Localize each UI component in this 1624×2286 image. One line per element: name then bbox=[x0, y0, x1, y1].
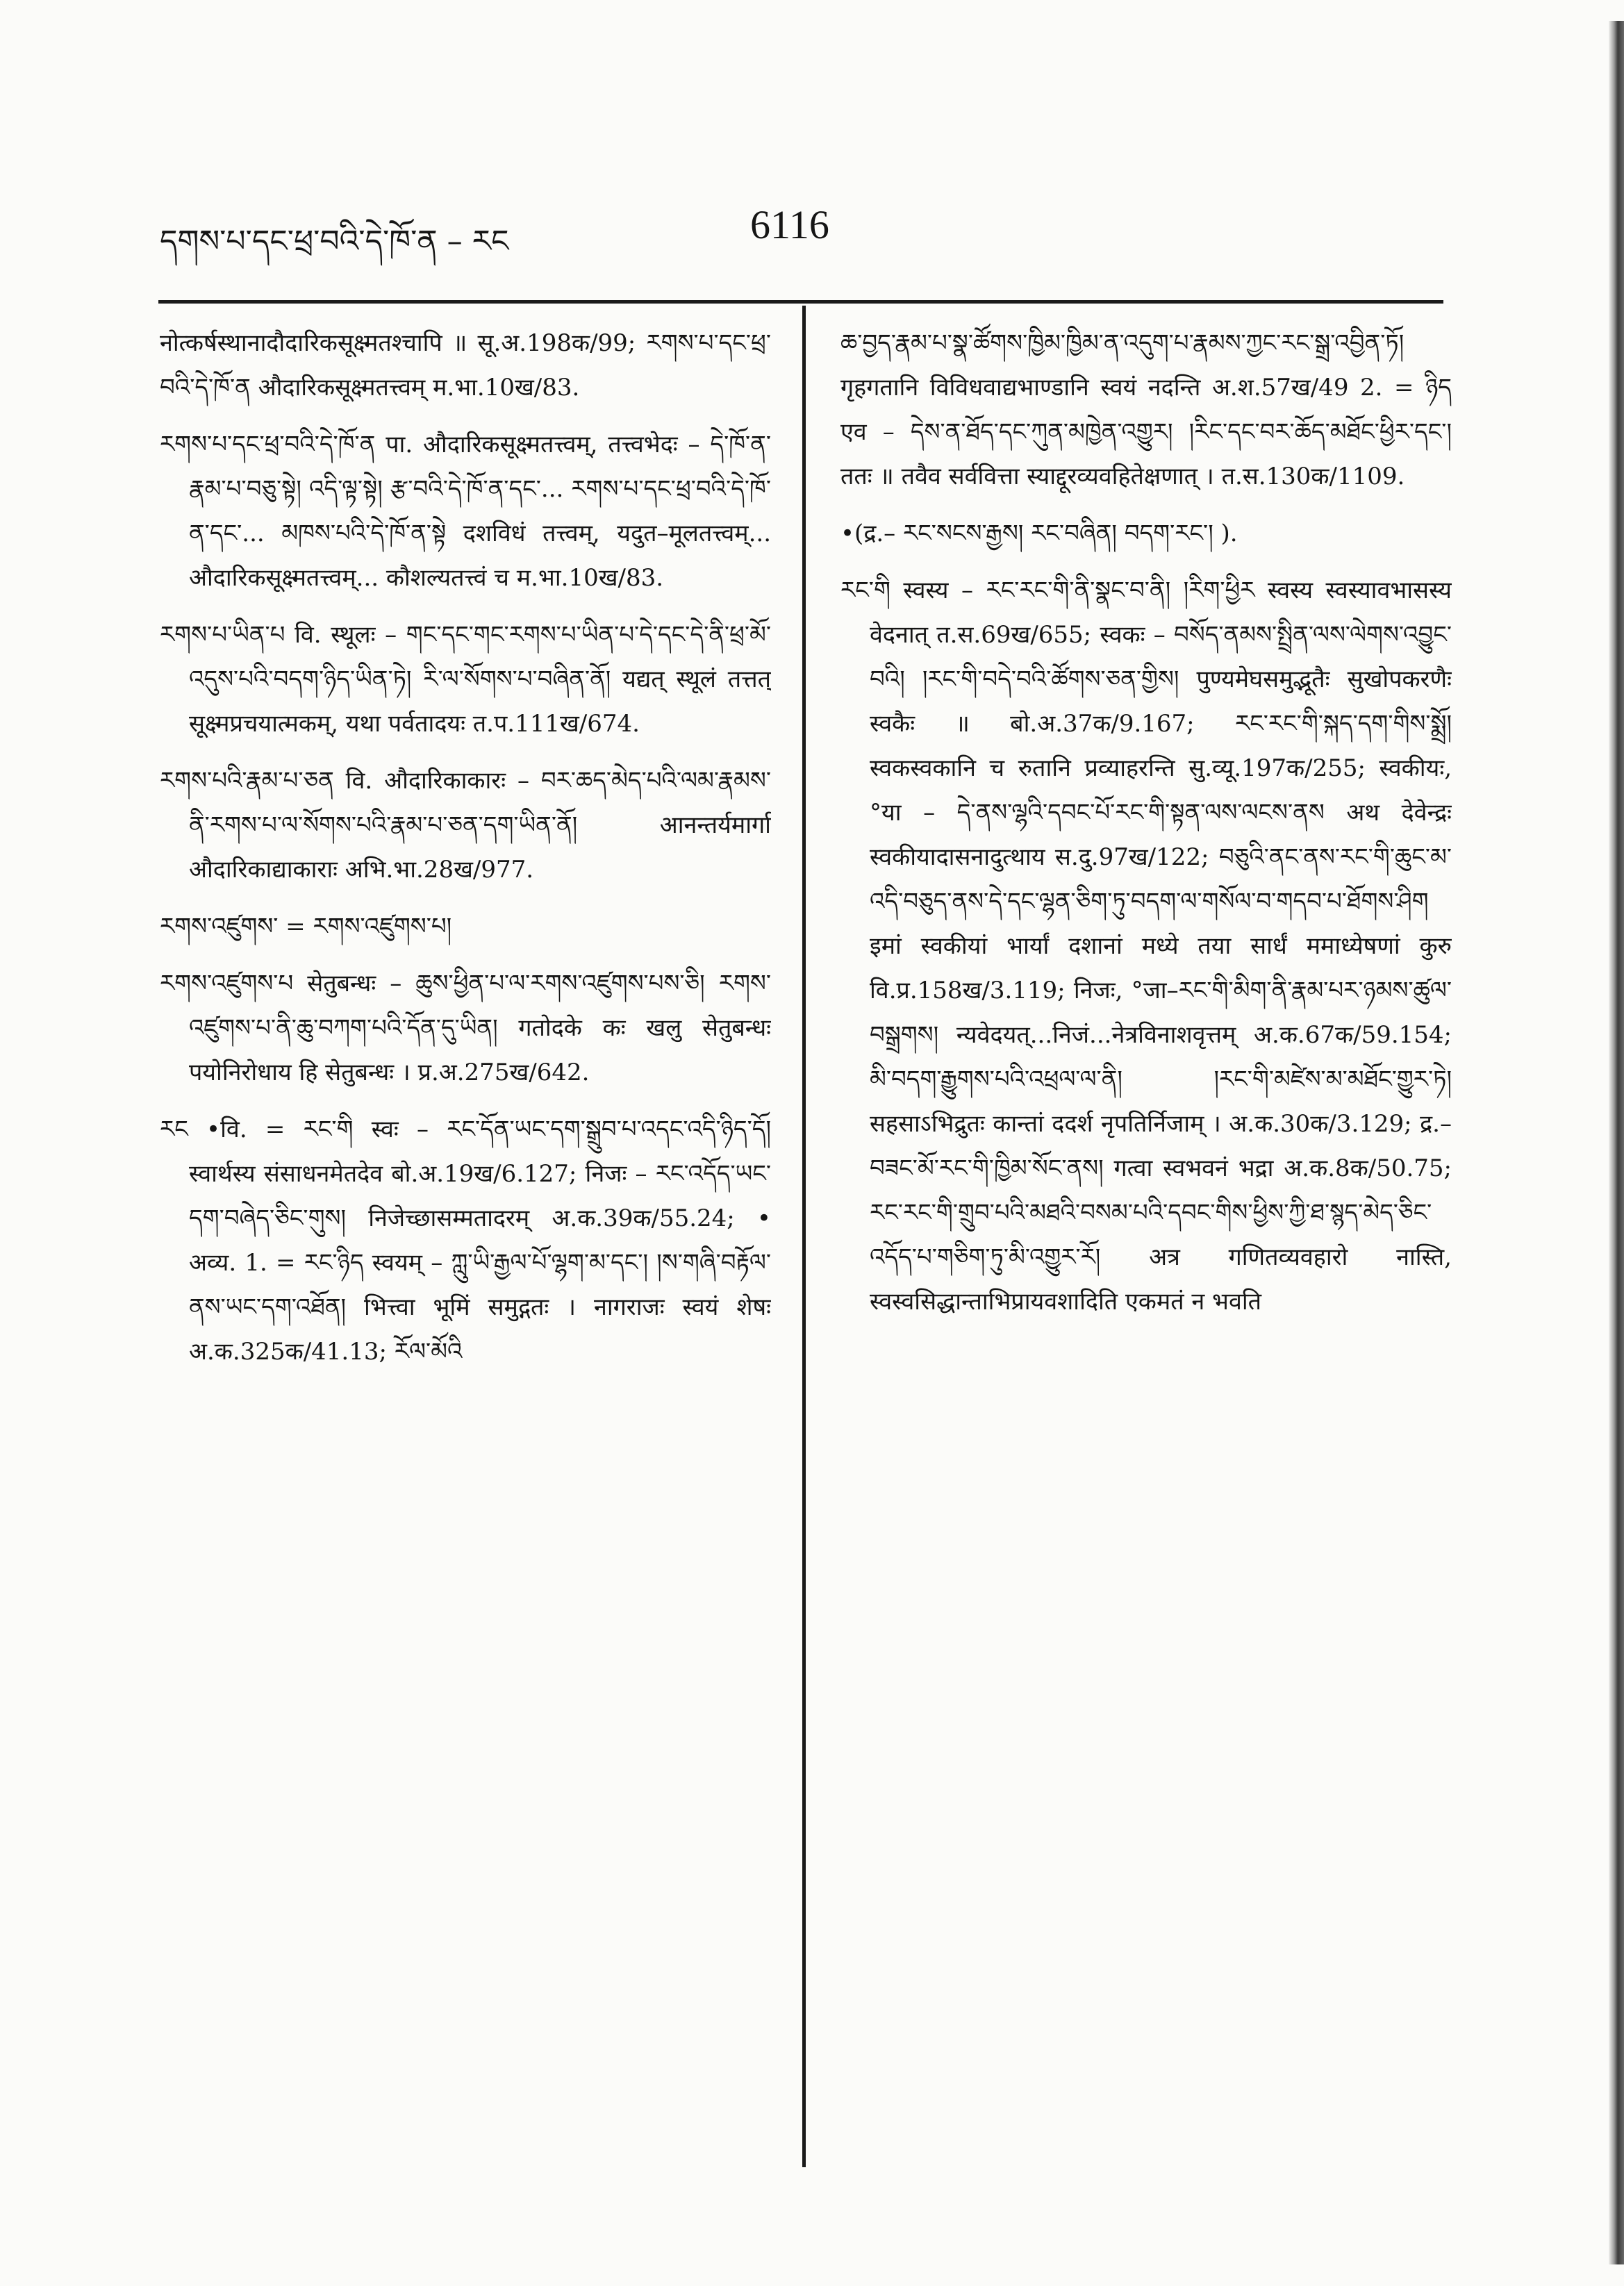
dictionary-entry: རང •वि. = རང་གི स्वः – རང་དོན་ཡང་དག་སྒྲུབ་པ་འདང་འདི་ཉིད་དོ། स्वार्थस्य संसाधनमेतदेव बो.अ.19ख/6.127; निजः – རང་འདོད་ཡང་དག་བཞེད་ཅིང་གུས། निजेच्छासम्मतादरम् अ.क.39क/55.24; • अव्य. 1. = རང་ཉིད स्वयम् – ཀླུ་ཡི་རྒྱལ་པོ་ལྷག་མ་དང་། །ས་གཞི་བརྟོལ་ནས་ཡང་དག་འཐོན། भित्त्वा भूमिं समुद्गतः । नागराजः स्वयं शेषः अ.क.325क/41.13; རོལ་མོའི bbox=[160, 1116, 771, 1366]
dictionary-entry: རགས་འཛུགས་ = རགས་འཛུགས་པ། bbox=[160, 913, 452, 941]
scan-edge-shadow bbox=[1609, 21, 1624, 2264]
dictionary-entry: རགས་འཛུགས་པ सेतुबन्धः – ཆུས་ཕྱིན་པ་ལ་རགས་འཛུགས་པས་ཅི། རགས་འཛུགས་པ་ནི་ཆུ་བཀག་པའི་དོན་དུ་ཡིན། गतोदके कः खलु सेतुबन्धः पयोनिरोधाय हि सेतुबन्धः । प्र.अ.275ख/642. bbox=[160, 970, 771, 1086]
page-header bbox=[160, 201, 1452, 257]
dictionary-entry: རགས་པའི་རྣམ་པ་ཅན वि. औदारिकाकारः – བར་ཆད་མེད་པའི་ལམ་རྣམས་ནི་རགས་པ་ལ་སོགས་པའི་རྣམ་པ་ཅན་དག་ཡིན་ནོ། आनन्तर्यमार्गा औदारिकाद्याकाराः अभि.भा.28ख/977. bbox=[160, 767, 771, 884]
dictionary-entry: •(द्र.– རང་སངས་རྒྱས། རང་བཞིན། བདག་རང་། ). bbox=[840, 520, 1238, 547]
header-rule bbox=[158, 300, 1443, 304]
dictionary-entry: नोत्कर्षस्थानादौदारिकसूक्ष्मतश्चापि ॥ सू.अ.198क/99; རགས་པ་དང་ཕྲ་བའི་དེ་ཁོ་ན औदारिकसूक्ष्मतत्त्वम् म.भा.10ख/83. bbox=[160, 329, 771, 401]
dictionary-entry: རགས་པ་དང་ཕྲ་བའི་དེ་ཁོ་ན पा. औदारिकसूक्ष्मतत्त्वम्, तत्त्वभेदः – དེ་ཁོ་ན་རྣམ་པ་བཅུ་སྟེ། འདི་ལྟ་སྟེ། རྩ་བའི་དེ་ཁོ་ན་དང་... རགས་པ་དང་ཕྲ་བའི་དེ་ཁོ་ན་དང་... མཁས་པའི་དེ་ཁོ་ན་སྟེ दशविधं तत्त्वम्, यदुत–मूलतत्त्वम्... औदारिकसूक्ष्मतत्त्वम्... कौशल्यतत्त्वं च म.भा.10ख/83. bbox=[160, 431, 771, 592]
dictionary-entry: ཆ་བྱད་རྣམ་པ་སྣ་ཚོགས་ཁྱིམ་ཁྱིམ་ན་འདུག་པ་རྣམས་ཀྱང་རང་སྒྲ་འབྱིན་ཏོ། गृहगतानि विविधवाद्यभाण्डानि स्वयं नदन्ति अ.श.57ख/49 2. = ཉིད एव – དེས་ན་ཐོད་དང་ཀུན་མཁྱེན་འགྱུར། །རིང་དང་བར་ཆོད་མཐོང་ཕྱིར་དང་། ततः ॥ तवैव सर्ववित्ता स्याद्दूरव्यवहितेक्षणात् । त.स.130क/1109. bbox=[840, 329, 1452, 490]
right-column bbox=[840, 321, 1452, 2210]
dictionary-entry: རང་གི स्वस्य – རང་རང་གི་ནི་སྣང་བ་ནི། །རིག་ཕྱིར स्वस्य स्वस्यावभासस्य वेदनात् त.स.69ख/655; स्वकः – བསོད་ནམས་སྤྲིན་ལས་ལེགས་འབྱུང་བའི། །རང་གི་བདེ་བའི་ཚོགས་ཅན་གྱིས། पुण्यमेघसमुद्भूतैः सुखोपकरणैः स्वकैः ॥ बो.अ.37क/9.167; རང་རང་གི་སྐད་དག་གིས་སྨྲོ། स्वकस्वकानि च रुतानि प्रव्याहरन्ति सु.व्यू.197क/255; स्वकीयः, °या – དེ་ནས་ལྷའི་དབང་པོ་རང་གི་སྟན་ལས་ལངས་ནས अथ देवेन्द्रः स्वकीयादासनादुत्थाय स.दु.97ख/122; བཅུའི་ནང་ནས་རང་གི་ཆུང་མ་འདི་བཅུད་ནས་དེ་དང་ལྷན་ཅིག་ཏུ་བདག་ལ་གསོལ་བ་གདབ་པ་ཐོགས་ཤིག इमां स्वकीयां भार्यां दशानां मध्ये तया सार्धं ममाध्येषणां कुरु वि.प्र.158ख/3.119; निजः, °जा–རང་གི་མིག་ནི་རྣམ་པར་ཉམས་ཚུལ་བསྒྲགས། न्यवेदयत्...निजं...नेत्रविनाशवृत्तम् अ.क.67क/59.154; མི་བདག་རྒྱུགས་པའི་འཕྲལ་ལ་ནི། །རང་གི་མཛེས་མ་མཐོང་གྱུར་ཏེ། सहसाऽभिद्रुतः कान्तां ददर्श नृपतिर्निजाम् । अ.क.30क/3.129; द्र.– བཟང་མོ་རང་གི་ཁྱིམ་སོང་ནས། गत्वा स्वभवनं भद्रा अ.क.8क/50.75; རང་རང་གི་གྲུབ་པའི་མཐའི་བསམ་པའི་དབང་གིས་ཕྱིས་ཀྱི་ཐ་སྙད་མེད་ཅིང་འདོད་པ་གཅིག་ཏུ་མི་འགྱུར་རོ། अत्र गणितव्यवहारो नास्ति, स्वस्वसिद्धान्ताभिप्रायवशादिति एकमतं न भवति bbox=[840, 577, 1452, 1316]
dictionary-entry: རགས་པ་ཡིན་པ वि. स्थूलः – གང་དང་གང་རགས་པ་ཡིན་པ་དེ་དང་དེ་ནི་ཕྲ་མོ་འདུས་པའི་བདག་ཉིད་ཡིན་ཏེ། རི་ལ་སོགས་པ་བཞིན་ནོ། यद्यत् स्थूलं तत्तत् सूक्ष्मप्रचयात्मकम्, यथा पर्वतादयः त.प.111ख/674. bbox=[160, 621, 771, 738]
left-column bbox=[160, 321, 771, 2210]
running-headword: དགས་པ་དང་ཕྲ་བའི་དེ་ཁོ་ན – རང bbox=[160, 224, 509, 259]
column-divider bbox=[802, 306, 806, 2167]
page-number: 6116 bbox=[750, 202, 829, 247]
